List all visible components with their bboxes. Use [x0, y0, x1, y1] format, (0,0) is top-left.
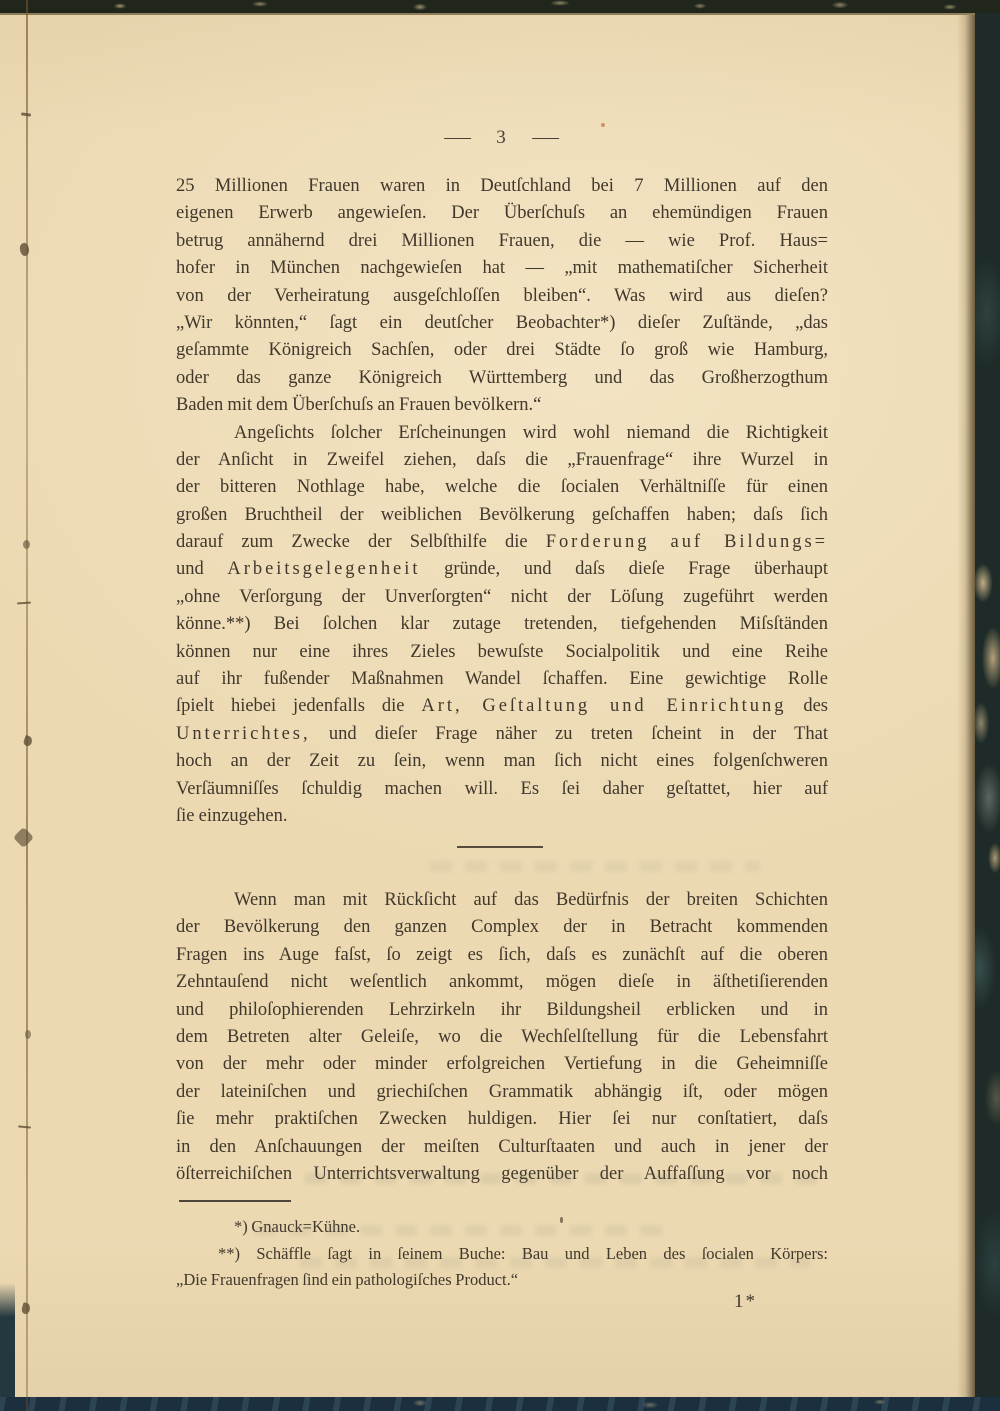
text-segment: der Bevölkerung den ganzen Complex der in Betracht kommenden: [176, 917, 828, 938]
text-line: [176, 776, 828, 803]
text-line: [176, 721, 828, 748]
text-segment: hoch an der Zeit zu ſein, wenn man ſich nicht eines folgenſchweren: [176, 751, 828, 772]
text-segment: eigenen Erwerb angewieſen. Der Überſchuſs an ehemündigen Frauen: [176, 203, 828, 224]
marbled-cover-edge-top: [0, 0, 1000, 13]
text-line: [176, 502, 828, 529]
text-segment: Wenn man mit Rückſicht auf das Bedürfnis der breiten Schichten: [234, 890, 828, 910]
marbled-cover-edge-right: [975, 13, 1000, 1397]
footnote-separator-rule: [179, 1200, 291, 1202]
text-segment: des: [786, 696, 828, 717]
text-segment: 25 Millionen Frauen waren in Deutſchland bei 7 Millionen auf den: [176, 176, 828, 196]
text-line: [176, 997, 828, 1024]
text-line: [176, 914, 828, 941]
gutter-corner-shadow: [0, 1283, 15, 1397]
text-segment: Zehntauſend nicht weſentlich ankommt, mögen dieſe in äſthetiſierenden: [176, 972, 828, 993]
text-segment: und dieſer Frage näher zu treten ſcheint in der That: [310, 723, 828, 744]
text-segment: **) Schäffle ſagt in ſeinem Buche: Bau und Leben des ſocialen Körpers:: [218, 1243, 828, 1263]
text-segment: könne.**) Bei ſolchen klar zutage tretenden, tiefgehenden Miſsſtänden: [176, 614, 828, 635]
emphasized-spaced-text: Unterrichtes,: [176, 723, 311, 744]
text-segment: dem Betreten alter Geleiſe, wo die Wechſelſtellung für die Lebensfahrt: [176, 1026, 828, 1047]
text-segment: auf ihr fußender Maßnahmen Wandel ſchaffen. Eine gewichtige Rolle: [176, 669, 828, 690]
text-segment: und philoſophierenden Lehrzirkeln ihr Bildungsheil erblicken und in: [176, 999, 828, 1020]
text-line: [176, 693, 828, 720]
text-line: [176, 942, 828, 969]
text-segment: betrug annähernd drei Millionen Frauen, die — wie Prof. Haus=: [176, 230, 828, 251]
folio-dash-left: —: [444, 127, 470, 148]
text-line: [176, 803, 828, 830]
show-through-smudge: [255, 1225, 675, 1236]
text-line: [176, 420, 828, 447]
text-line: [176, 337, 828, 364]
text-line: [176, 173, 828, 200]
page-header-folio: [176, 127, 826, 149]
text-line: [176, 887, 828, 914]
text-line: [176, 200, 828, 227]
page-edge-bevel: [957, 15, 975, 1397]
text-segment: öſterreichiſchen Unterrichtsverwaltung gegenüber der Auffaſſung vor noch: [176, 1163, 828, 1184]
text-line: [176, 584, 828, 611]
text-line: [176, 611, 828, 638]
text-line: [176, 556, 828, 583]
text-line: [176, 529, 828, 556]
body-text-block-2: [176, 887, 828, 1188]
emphasized-spaced-text: Arbeitsgelegenheit: [227, 559, 421, 580]
text-line: [176, 365, 828, 392]
text-line: [176, 1024, 828, 1051]
text-line: [176, 474, 828, 501]
text-segment: Baden mit dem Überſchuſs an Frauen bevölkern.“: [176, 395, 542, 416]
text-line: [176, 310, 828, 337]
text-line: [176, 1106, 828, 1133]
text-segment: der Anſicht in Zweifel ziehen, daſs die „Frauenfrage“ ihre Wurzel in: [176, 449, 828, 470]
text-segment: Angeſichts ſolcher Erſcheinungen wird wohl niemand die Richtigkeit: [234, 422, 828, 443]
text-segment: *) Gnauck=Kühne.: [234, 1217, 361, 1236]
text-segment: hofer in München nachgewieſen hat — „mit mathematiſcher Sicherheit: [176, 258, 828, 279]
folio-dash-right: —: [532, 127, 558, 148]
text-line: [176, 447, 828, 474]
binding-fold-line: [26, 0, 28, 1411]
show-through-smudge: [305, 1173, 820, 1184]
text-segment: ſie einzugehen.: [176, 805, 288, 826]
emphasized-spaced-text: Art, Geſtaltung und Einrichtung: [421, 696, 787, 717]
ink-speck: [601, 123, 605, 127]
show-through-smudge: [430, 861, 760, 872]
binding-stitch-mark: [23, 540, 30, 549]
text-segment: in den Anſchauungen der meiſten Culturſtaaten und auch in jener der: [176, 1136, 828, 1157]
text-segment: können nur eine ihres Zieles bewuſste Socialpolitik und eine Reihe: [176, 641, 828, 662]
text-segment: der bitteren Nothlage habe, welche die ſocialen Verhältniſſe für einen: [176, 477, 828, 498]
text-segment: geſammte Königreich Sachſen, oder drei Städte ſo groß wie Hamburg,: [176, 340, 828, 361]
section-divider-rule: [457, 846, 543, 848]
text-segment: von der mehr oder minder erfolgreichen Vertiefung in die Geheimniſſe: [176, 1054, 828, 1075]
page-number: 3: [496, 127, 506, 148]
text-segment: „ohne Verſorgung der Unverſorgten“ nicht der Löſung zugeführt werden: [176, 586, 828, 607]
text-line: [176, 283, 828, 310]
text-line: [176, 1051, 828, 1078]
text-segment: „Wir könnten,“ ſagt ein deutſcher Beobachter*) dieſer Zuſtände, „das: [176, 312, 828, 333]
text-line: [176, 1079, 828, 1106]
show-through-smudge: [300, 1257, 810, 1268]
text-segment: „Die Frauenfragen ſind ein pathologiſches Product.“: [176, 1270, 519, 1290]
text-segment: und: [176, 559, 228, 580]
text-segment: oder das ganze Königreich Württemberg und das Großherzogthum: [176, 367, 828, 388]
text-segment: darauf zum Zwecke der Selbſthilfe die: [176, 532, 546, 553]
text-segment: großen Bruchtheil der weiblichen Bevölkerung geſchaffen haben; daſs ſich: [176, 504, 828, 525]
text-segment: der lateiniſchen und griechiſchen Grammatik abhängig iſt, oder mögen: [176, 1081, 828, 1102]
text-line: [176, 666, 828, 693]
text-line: [176, 228, 828, 255]
signature-mark: 1*: [734, 1291, 757, 1312]
text-line: [176, 639, 828, 666]
text-segment: Fragen ins Auge faſst, ſo zeigt es ſich, daſs es zunächſt auf die oberen: [176, 944, 828, 965]
body-text-block-1: [176, 173, 828, 830]
marbled-cover-edge-bottom: [0, 1397, 1000, 1411]
text-segment: Verſäumniſſes ſchuldig machen will. Es ſei daher geſtattet, hier auf: [176, 778, 828, 799]
text-line: [176, 748, 828, 775]
text-line: [176, 969, 828, 996]
book-page: [0, 13, 975, 1397]
text-line: [176, 255, 828, 282]
text-line: [176, 392, 828, 419]
emphasized-spaced-text: Forderung auf Bildungs=: [545, 532, 828, 553]
text-segment: ſie mehr praktiſchen Zwecken huldigen. Hier ſei nur conſtatiert, daſs: [176, 1109, 828, 1130]
text-segment: ſpielt hiebei jedenfalls die: [176, 696, 422, 717]
text-line: [176, 1134, 828, 1161]
ink-speck: [560, 1217, 563, 1223]
text-line: [176, 1267, 828, 1294]
text-segment: von der Verheiratung ausgeſchloſſen bleiben“. Was wird aus dieſen?: [176, 285, 828, 306]
text-segment: gründe, und daſs dieſe Frage überhaupt: [420, 559, 828, 580]
binding-stitch-mark: [25, 1030, 31, 1039]
